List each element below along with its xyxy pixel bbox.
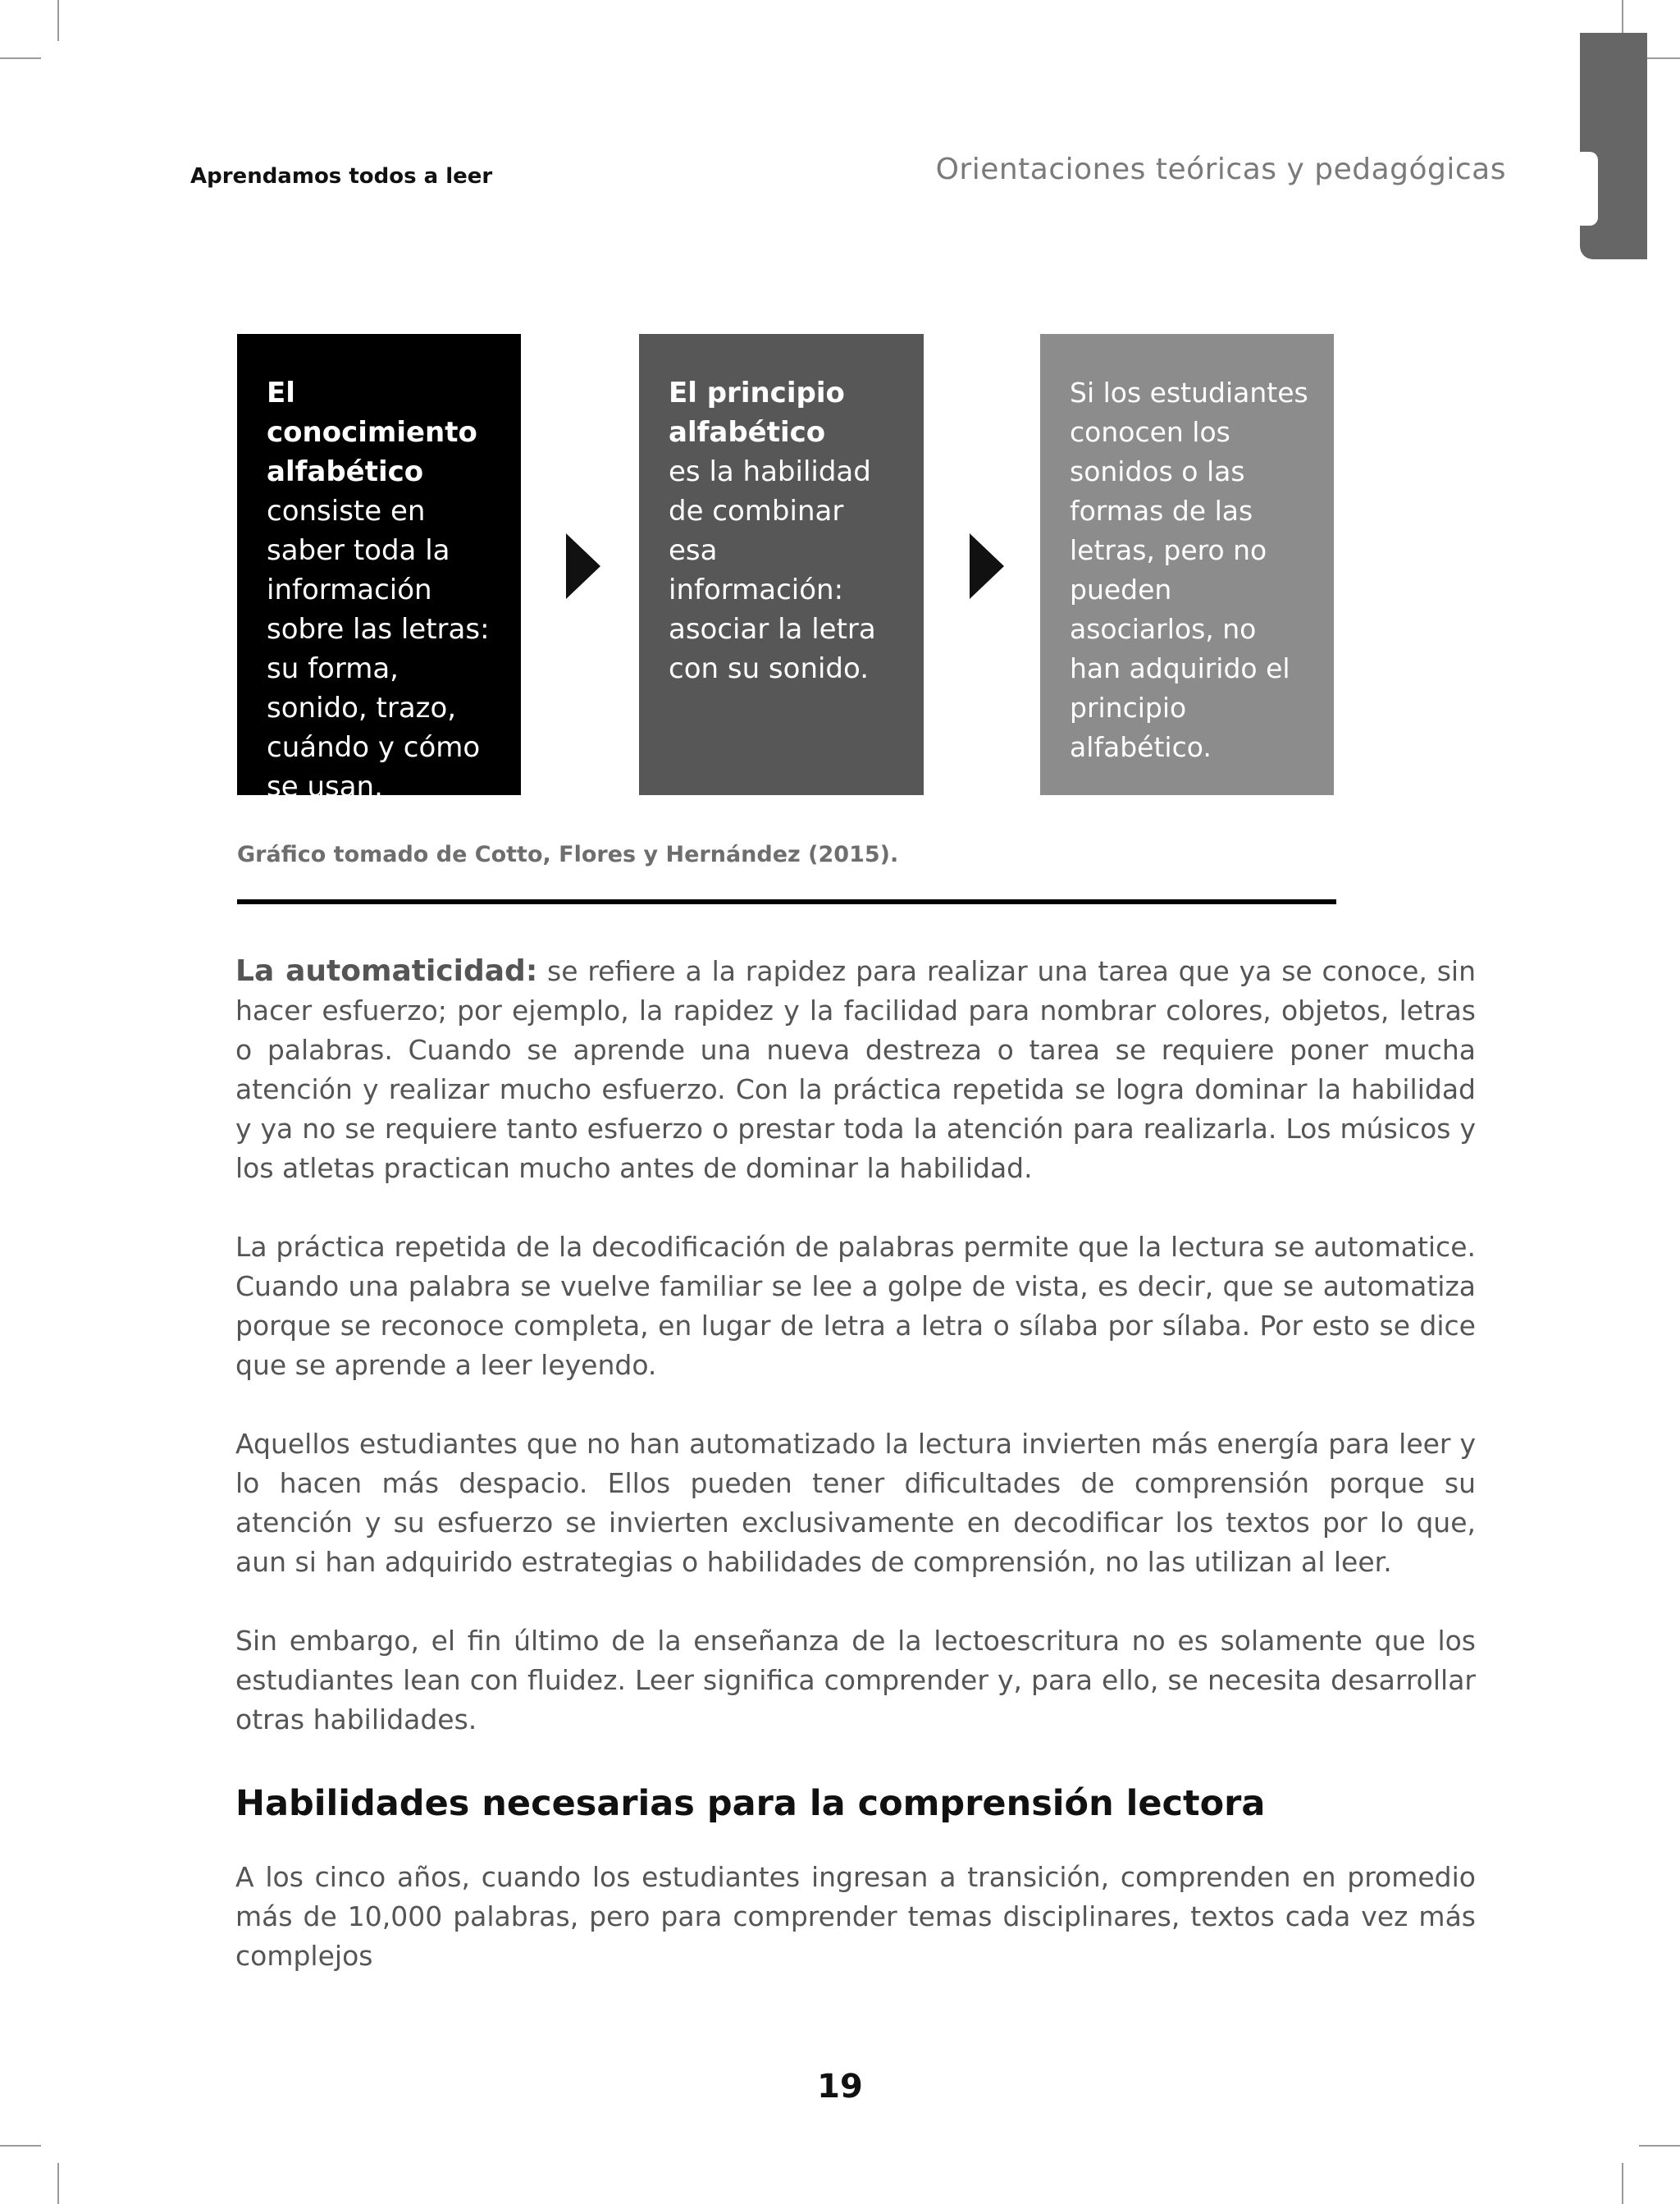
paragraph-text: se refiere a la rapidez para realizar una tarea que ya se conoce, sin hacer esfuerzo; por ejemplo, la rapidez y la facilidad para nombrar colores, objetos, letras o palabras. Cuando se aprende una nueva destreza o tarea se requiere poner mucha atención y realizar mucho esfuerzo. Con la práctica repetida se logra dominar la habilidad y ya no se requiere tanto esfuerzo o prestar toda la atención para realizarla. Los músicos y los atletas practican mucho antes de dominar la habilidad. (235, 955, 1476, 1184)
box-body: Si los estudiantes conocen los sonidos o las formas de las letras, pero no pueden asociarlos, no han adquirido el principio alfabético. (1070, 377, 1308, 763)
paragraph-automaticity (235, 952, 1476, 1188)
diagram-box-alphabetic-principle (639, 334, 924, 795)
arrow-right-icon (566, 533, 600, 599)
chapter-side-tab (1580, 33, 1647, 259)
crop-mark (0, 2145, 41, 2147)
crop-mark (0, 57, 41, 59)
crop-mark (1622, 2163, 1623, 2204)
crop-mark (1639, 2145, 1680, 2147)
section-title: Orientaciones teóricas y pedagógicas (935, 153, 1506, 186)
box-title: El conocimiento alfabético (267, 377, 477, 488)
paragraph: Aquellos estudiantes que no han automatizado la lectura invierten más energía para leer y lo hacen más despacio. Ellos pueden tener dificultades de comprensión porque su atención y su esfuerzo se invierten exclusivamente en decodificar los textos por lo que, aun si han adquirido estrategias o habilidades de comprensión, no las utilizan al leer. (235, 1428, 1476, 1578)
diagram-caption: Gráfico tomado de Cotto, Flores y Hernández (2015). (237, 842, 899, 867)
term-automaticity: La automaticidad: (235, 954, 538, 988)
box-body: es la habilidad de combinar esa información: asociar la letra con su sonido. (669, 455, 876, 685)
divider-rule (237, 899, 1336, 904)
page-number: 19 (817, 2068, 863, 2106)
diagram-box-alphabetic-knowledge (237, 334, 521, 803)
diagram-box-conclusion (1040, 334, 1334, 795)
crop-mark (57, 0, 59, 41)
main-content (235, 952, 1476, 2015)
crop-mark (57, 2163, 59, 2204)
box-body: consiste en saber toda la información sobre las letras: su forma, sonido, trazo, cuándo y cómo se usan. (267, 495, 490, 803)
book-title: Aprendamos todos a leer (190, 164, 493, 189)
paragraph: A los cinco años, cuando los estudiantes ingresan a transición, comprenden en promedio más de 10,000 palabras, pero para comprender temas disciplinares, textos cada vez más complejos (235, 1861, 1476, 1972)
section-heading: Habilidades necesarias para la comprensión lectora (235, 1783, 1266, 1824)
paragraph: La práctica repetida de la decodificación de palabras permite que la lectura se automatice. Cuando una palabra se vuelve familiar se lee a golpe de vista, es decir, que se automatiza porque se reconoce completa, en lugar de letra a letra o sílaba por sílaba. Por esto se dice que se aprende a leer leyendo. (235, 1231, 1476, 1381)
box-title: El principio alfabético (669, 377, 845, 449)
paragraph: Sin embargo, el fin último de la enseñanza de la lectoescritura no es solamente que los estudiantes lean con fluidez. Leer significa comprender y, para ello, se necesita desarrollar otras habilidades. (235, 1625, 1476, 1735)
arrow-right-icon (970, 533, 1004, 599)
